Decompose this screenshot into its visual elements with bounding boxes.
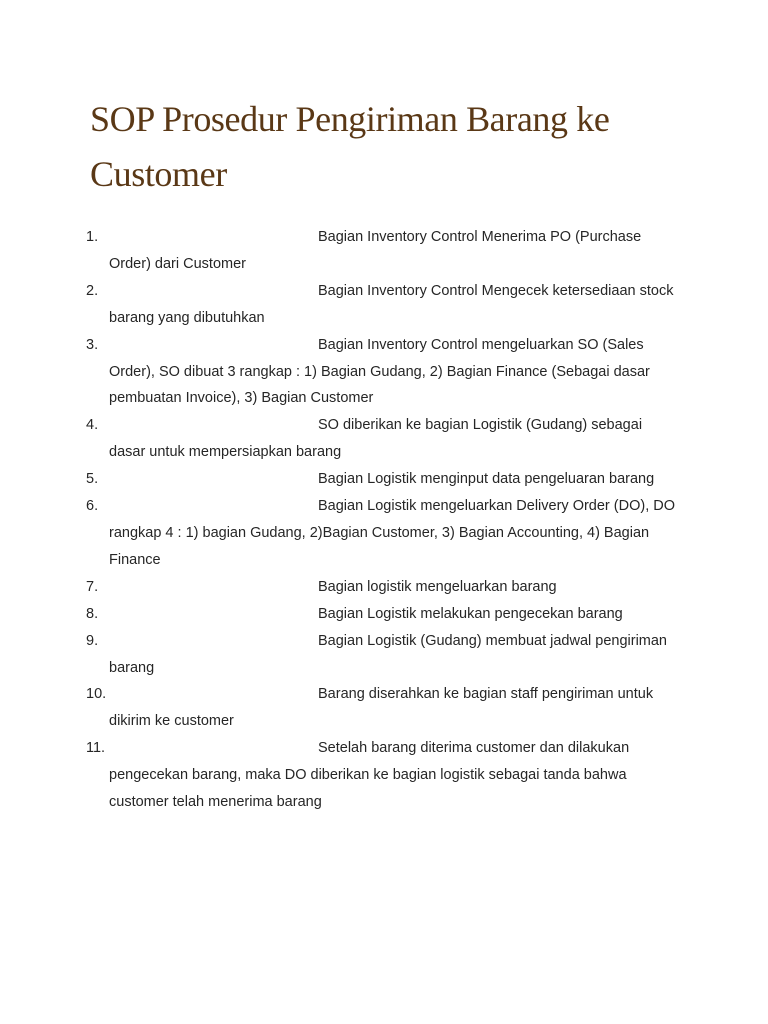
step-text: Setelah barang diterima customer dan dilakukan pengecekan barang, maka DO diberikan ke bagian logistik sebagai tanda bahwa customer telah menerima barang (109, 740, 630, 811)
step-text: Bagian Logistik menginput data pengeluaran barang (318, 471, 655, 488)
list-item (0, 628, 768, 682)
list-item (0, 224, 768, 278)
list-item (0, 574, 768, 601)
step-number: 7. (86, 578, 99, 595)
step-number: 9. (86, 632, 99, 649)
step-number: 8. (86, 605, 99, 622)
step-text: Bagian logistik mengeluarkan barang (318, 578, 557, 595)
step-number: 5. (86, 471, 99, 488)
step-number: 6. (86, 498, 99, 515)
document-title: SOP Prosedur Pengiriman Barang ke Customer (90, 99, 610, 194)
step-number: 11. (86, 740, 106, 757)
step-number: 1. (86, 229, 99, 245)
step-text: Bagian Inventory Control Menerima PO (Purchase Order) dari Customer (109, 229, 642, 272)
step-text: Bagian Inventory Control Mengecek ketersediaan stock barang yang dibutuhkan (109, 282, 674, 326)
step-number: 2. (86, 282, 99, 299)
step-number: 10. (86, 686, 107, 703)
step-text: Bagian Logistik melakukan pengecekan barang (318, 605, 623, 622)
list-item (0, 412, 768, 466)
step-text: SO diberikan ke bagian Logistik (Gudang) sebagai dasar untuk mempersiapkan barang (109, 417, 643, 461)
list-item (0, 681, 768, 735)
step-text: Bagian Logistik mengeluarkan Delivery Order (DO), DO rangkap 4 : 1) bagian Gudang, 2)Bagian Customer, 3) Bagian Accounting, 4) Bagian Finance (109, 498, 675, 568)
procedure-steps-list (0, 224, 768, 816)
step-text: Barang diserahkan ke bagian staff pengiriman untuk dikirim ke customer (109, 686, 654, 730)
list-item (0, 466, 768, 493)
step-number: 4. (86, 417, 99, 434)
list-item (0, 735, 768, 816)
list-item (0, 332, 768, 413)
list-item (0, 601, 768, 628)
list-item (0, 278, 768, 332)
step-text: Bagian Inventory Control mengeluarkan SO (Sales Order), SO dibuat 3 rangkap : 1) Bagian Gudang, 2) Bagian Finance (Sebagai dasar pembuatan Invoice), 3) Bagian Customer (109, 336, 650, 407)
step-number: 3. (86, 336, 99, 353)
list-item (0, 493, 768, 574)
step-text: Bagian Logistik (Gudang) membuat jadwal pengiriman barang (109, 632, 667, 676)
